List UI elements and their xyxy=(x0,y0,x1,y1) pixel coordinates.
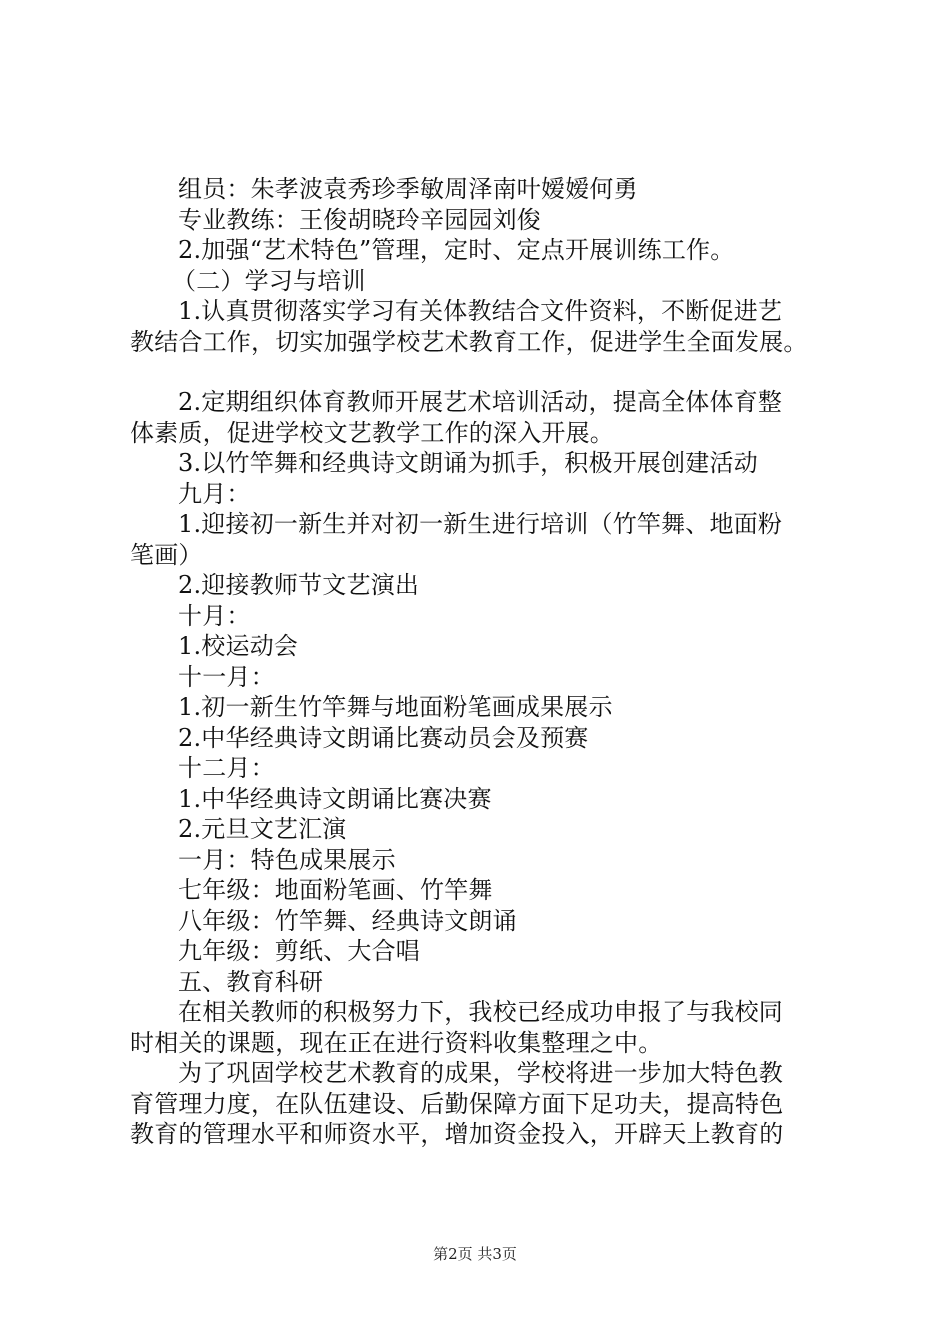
text-line: 为了巩固学校艺术教育的成果，学校将进一步加大特色教 xyxy=(178,1059,783,1087)
text-line: 2.元旦文艺汇演 xyxy=(178,815,347,843)
text-line: 八年级：竹竿舞、经典诗文朗诵 xyxy=(178,906,517,935)
month-heading: 十一月： xyxy=(178,662,275,691)
text-line: 2.迎接教师节文艺演出 xyxy=(178,571,420,599)
text-line: 在相关教师的积极努力下，我校已经成功申报了与我校同 xyxy=(178,998,783,1026)
section-heading: 五、教育科研 xyxy=(178,967,324,996)
text-line: 笔画） xyxy=(130,540,203,569)
text-line: 2.中华经典诗文朗诵比赛动员会及预赛 xyxy=(178,723,589,752)
text-line: 教结合工作，切实加强学校艺术教育工作，促进学生全面发展。 xyxy=(130,327,808,356)
page-footer: 第2页 共3页 xyxy=(433,1245,517,1263)
month-heading: 九月： xyxy=(178,479,251,508)
document-body xyxy=(130,174,830,1150)
text-line: 七年级：地面粉笔画、竹竿舞 xyxy=(178,876,493,904)
text-line: 1.初一新生竹竿舞与地面粉笔画成果展示 xyxy=(178,693,613,721)
text-line: 1.中华经典诗文朗诵比赛决赛 xyxy=(178,784,492,813)
text-line: 育管理力度，在队伍建设、后勤保障方面下足功夫，提高特色 xyxy=(130,1089,784,1118)
text-line: 专业教练：王俊胡晓玲辛园园刘俊 xyxy=(178,205,541,234)
text-line: 时相关的课题，现在正在进行资料收集整理之中。 xyxy=(130,1028,663,1057)
text-line: 1.校运动会 xyxy=(178,632,299,660)
paragraph-gap xyxy=(130,357,830,387)
text-line: 组员：朱孝波袁秀珍季敏周泽南叶嫒嫒何勇 xyxy=(178,175,638,203)
month-heading: 十二月： xyxy=(178,754,275,782)
section-heading: （二）学习与培训 xyxy=(172,266,366,295)
text-line: 3.以竹竿舞和经典诗文朗诵为抓手，积极开展创建活动 xyxy=(178,449,758,477)
text-line: 1.认真贯彻落实学习有关体教结合文件资料，不断促进艺 xyxy=(178,297,783,325)
text-line: 1.迎接初一新生并对初一新生进行培训（竹竿舞、地面粉 xyxy=(178,510,783,538)
text-line: 2.加强“艺术特色”管理，定时、定点开展训练工作。 xyxy=(178,236,735,264)
text-line: 2.定期组织体育教师开展艺术培训活动，提高全体体育整 xyxy=(178,388,783,416)
text-line: 九年级：剪纸、大合唱 xyxy=(178,937,420,965)
text-line: 体素质，促进学校文艺教学工作的深入开展。 xyxy=(130,418,614,447)
text-line: 教育的管理水平和师资水平，增加资金投入，开辟天上教育的 xyxy=(130,1120,784,1148)
text-line: 一月：特色成果展示 xyxy=(178,845,396,874)
month-heading: 十月： xyxy=(178,601,251,630)
